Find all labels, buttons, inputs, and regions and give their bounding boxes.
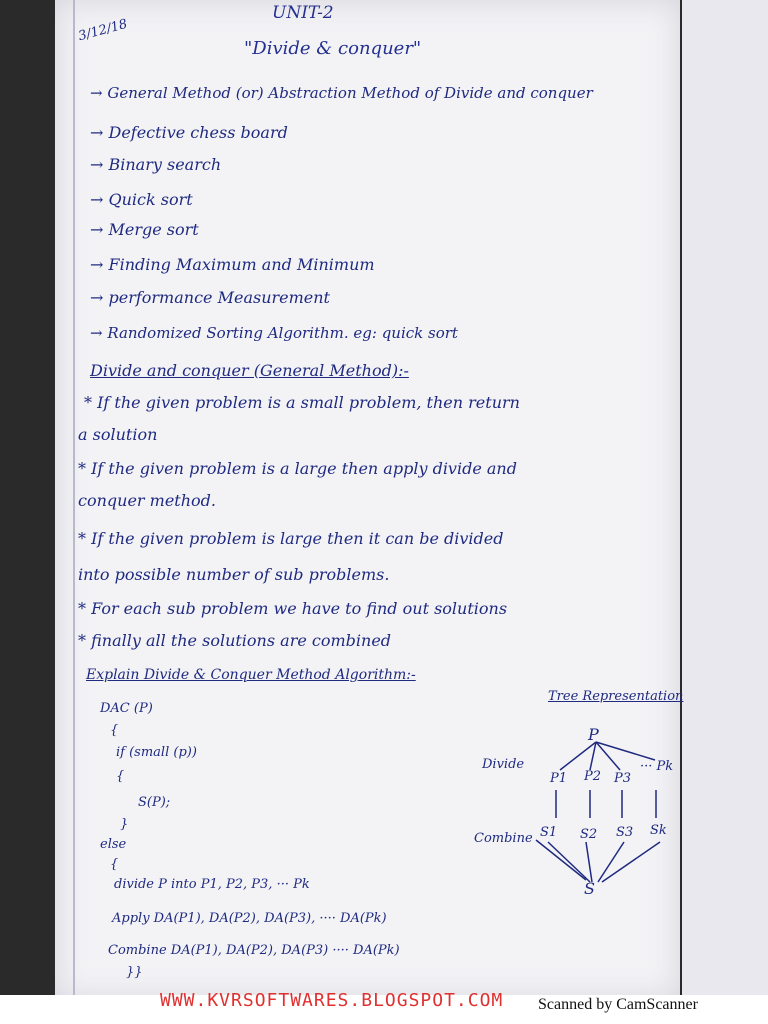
point-text: * finally all the solutions are combined (78, 631, 392, 650)
code-line: Combine DA(P1), DA(P2), DA(P3) ···· DA(Pk) (108, 943, 400, 958)
algorithm-heading: Explain Divide & Conquer Method Algorithm:- (86, 667, 416, 683)
point-text: * For each sub problem we have to find out solutions (78, 599, 508, 618)
watermark: WWW.KVRSOFTWARES.BLOGSPOT.COM (160, 990, 504, 1011)
topic-item: → Quick sort (90, 190, 193, 209)
code-line: } (120, 817, 129, 832)
point-text: a solution (78, 425, 158, 444)
code-line: S(P); (138, 795, 171, 810)
point-text: * If the given problem is a large then apply divide and (78, 459, 517, 478)
tree-subproblem: P3 (614, 771, 632, 786)
topic-item: → performance Measurement (90, 288, 330, 307)
code-line: else (100, 837, 127, 852)
divide-label: Divide (482, 757, 525, 772)
tree-solution: S1 (540, 825, 558, 840)
topic-item: → Defective chess board (90, 123, 288, 142)
topic-item: → Merge sort (90, 220, 199, 239)
date: 3/12/18 (76, 16, 130, 45)
combine-label: Combine (474, 831, 533, 846)
code-line: }} (126, 965, 143, 980)
code-line: { (110, 857, 119, 872)
unit-heading: UNIT-2 (272, 3, 334, 23)
point-text: conquer method. (78, 491, 216, 510)
topic-item: → Binary search (90, 155, 222, 174)
point-text: into possible number of sub problems. (78, 565, 390, 584)
topic-item: → Finding Maximum and Minimum (90, 255, 375, 274)
point-text: * If the given problem is large then it can be divided (78, 529, 504, 548)
tree-solution: S3 (616, 825, 634, 840)
tree-subproblem: ··· Pk (640, 759, 674, 774)
tree-label: Tree Representation (548, 689, 684, 704)
topic-item: → General Method (or) Abstraction Method of Divide and conquer (90, 84, 593, 102)
code-line: { (116, 769, 125, 784)
tree-solution: Sk (650, 823, 667, 838)
code-line: DAC (P) (100, 701, 153, 716)
topic-item: → Randomized Sorting Algorithm. eg: quick sort (90, 324, 458, 342)
section-heading: Divide and conquer (General Method):- (90, 361, 409, 380)
tree-result: S (584, 879, 595, 898)
point-text: * If the given problem is a small problem, then return (84, 393, 520, 412)
code-line: Apply DA(P1), DA(P2), DA(P3), ···· DA(Pk) (112, 911, 387, 926)
tree-subproblem: P2 (584, 769, 602, 784)
page-title: "Divide & conquer" (244, 38, 422, 59)
code-line: { (110, 723, 119, 738)
scanner-credit: Scanned by CamScanner (538, 996, 698, 1013)
code-line: if (small (p)) (116, 745, 197, 760)
tree-subproblem: P1 (550, 771, 568, 786)
code-line: divide P into P1, P2, P3, ··· Pk (114, 877, 310, 892)
tree-solution: S2 (580, 827, 598, 842)
tree-root: P (588, 725, 599, 744)
